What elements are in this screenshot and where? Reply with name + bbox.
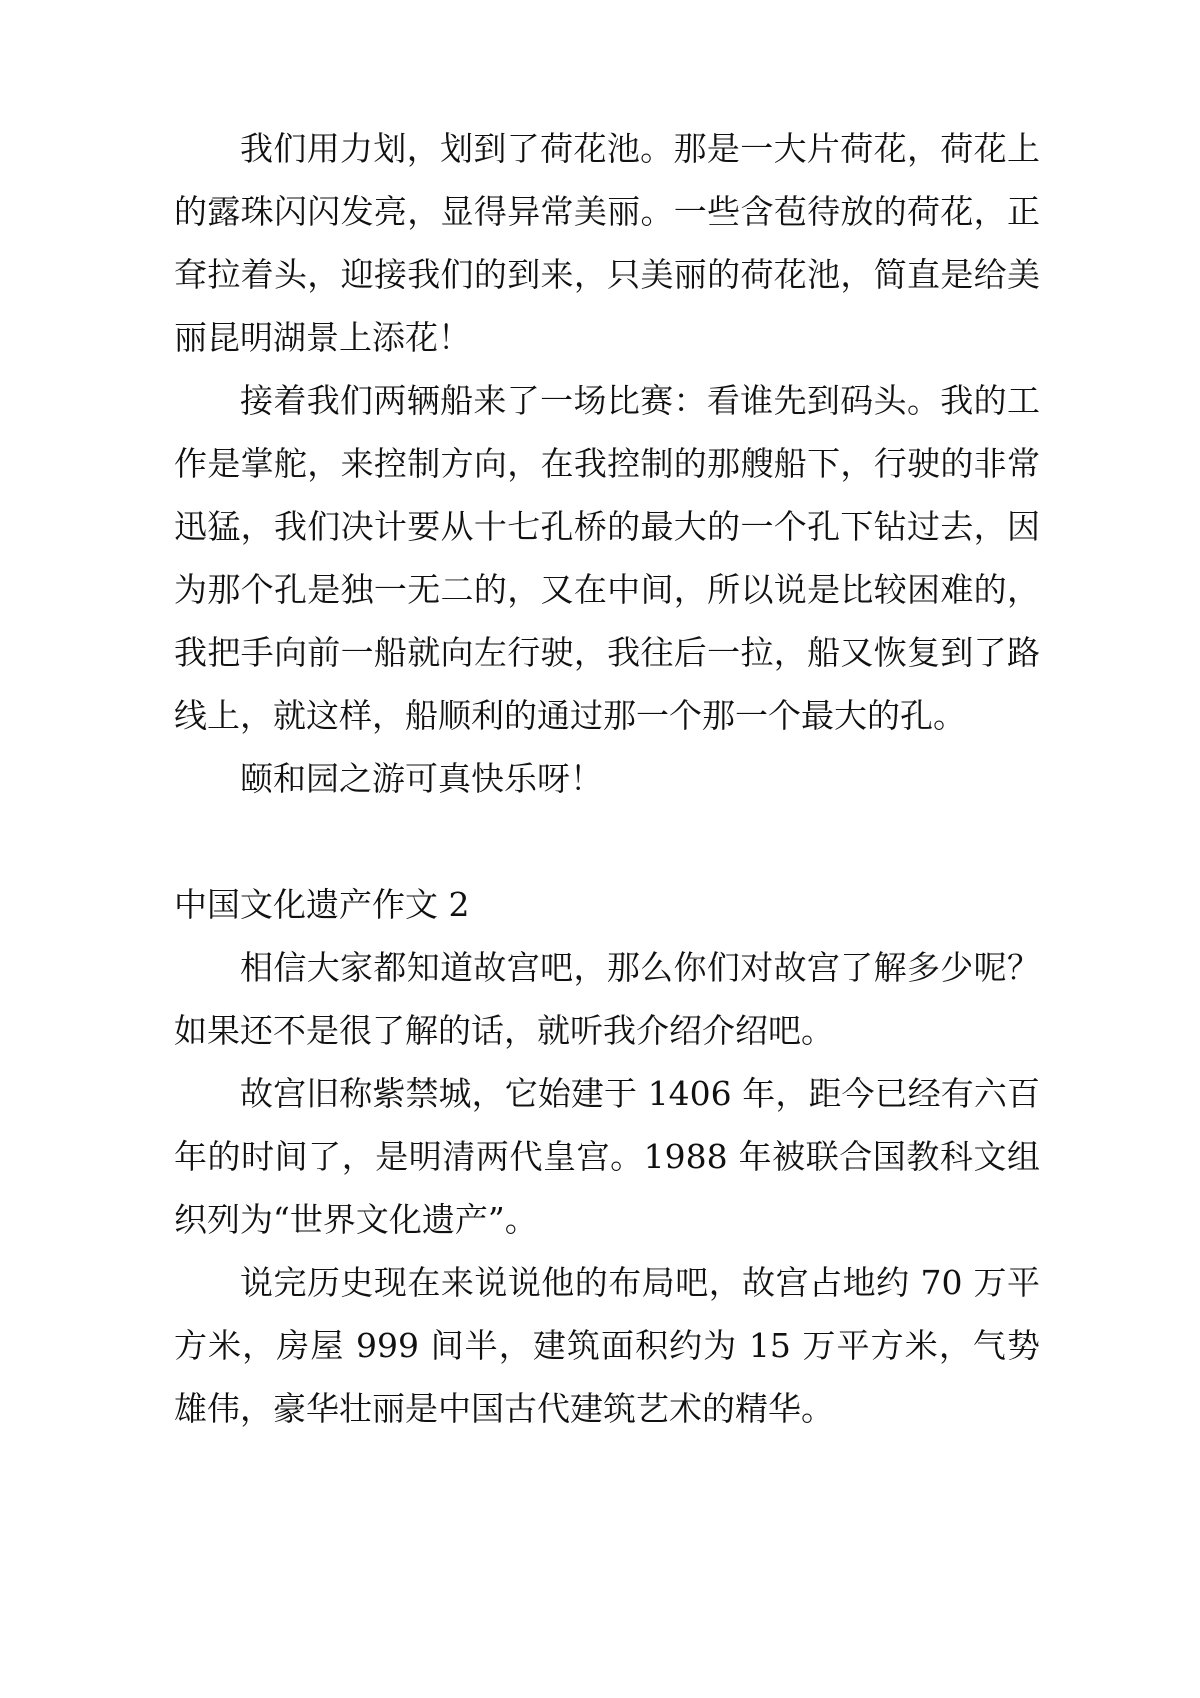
paragraph-boat-race: 接着我们两辆船来了一场比赛：看谁先到码头。我的工作是掌舵，来控制方向，在我控制的那艘船下，行驶的非常迅猛，我们决计要从十七孔桥的最大的一个孔下钻过去，因为那个孔是独一无二的，又在中间，所以说是比较困难的，我把手向前一船就向左行驶，我往后一拉，船又恢复到了路线上，就这样，船顺利的通过那一个那一个最大的孔。 <box>174 381 1040 735</box>
paragraph-forbidden-city-history: 故宫旧称紫禁城，它始建于 1406 年，距今已经有六百年的时间了，是明清两代皇宫。1988 年被联合国教科文组织列为“世界文化遗产”。 <box>174 1074 1040 1239</box>
paragraph-forbidden-city-layout: 说完历史现在来说说他的布局吧，故宫占地约 70 万平方米，房屋 999 间半，建筑面积约为 15 万平方米，气势雄伟，豪华壮丽是中国古代建筑艺术的精华。 <box>174 1263 1040 1428</box>
paragraph-summer-palace-conclusion: 颐和园之游可真快乐呀！ <box>240 759 603 798</box>
paragraph-forbidden-city-intro: 相信大家都知道故宫吧，那么你们对故宫了解多少呢？如果还不是很了解的话，就听我介绍介绍吧。 <box>174 948 1040 1050</box>
essay-title: 中国文化遗产作文 2 <box>174 885 470 924</box>
document-page <box>174 117 1040 1440</box>
paragraph-lotus-pond: 我们用力划，划到了荷花池。那是一大片荷花，荷花上的露珠闪闪发亮，显得异常美丽。一些含苞待放的荷花，正耷拉着头，迎接我们的到来，只美丽的荷花池，简直是给美丽昆明湖景上添花！ <box>174 129 1040 357</box>
section-gap <box>174 810 1040 873</box>
